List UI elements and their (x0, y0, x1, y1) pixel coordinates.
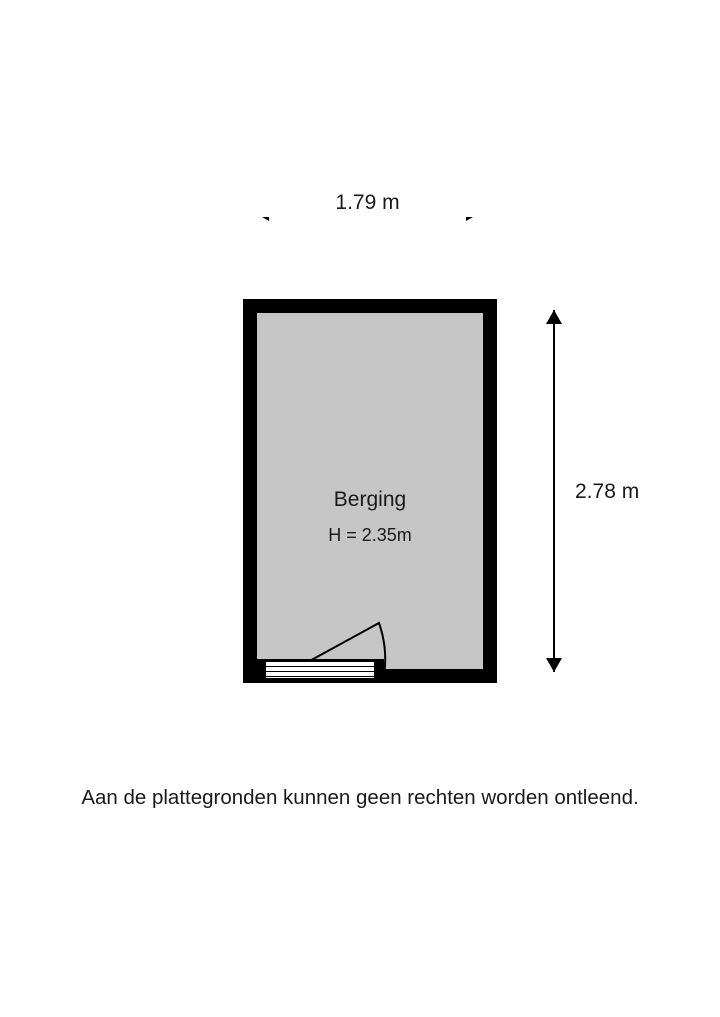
width-dimension-label: 1.79 m (255, 190, 480, 217)
height-dimension (534, 310, 664, 672)
height-dimension-line (553, 310, 555, 672)
door-threshold-hatch (258, 661, 382, 678)
arrow-down-icon (546, 658, 562, 672)
room-berging (243, 299, 497, 683)
room-name-label: Berging (333, 488, 407, 511)
door-jamb-right (374, 659, 384, 680)
room-floor (257, 313, 483, 669)
height-dimension-label: 2.78 m (572, 478, 642, 506)
door-jamb-left (256, 659, 266, 680)
width-dimension (255, 190, 480, 236)
arrow-up-icon (546, 310, 562, 324)
door-opening (256, 659, 384, 680)
room-height-label: H = 2.35m (328, 525, 412, 545)
disclaimer-text: Aan de plattegronden kunnen geen rechten worden ontleend. (81, 786, 639, 809)
